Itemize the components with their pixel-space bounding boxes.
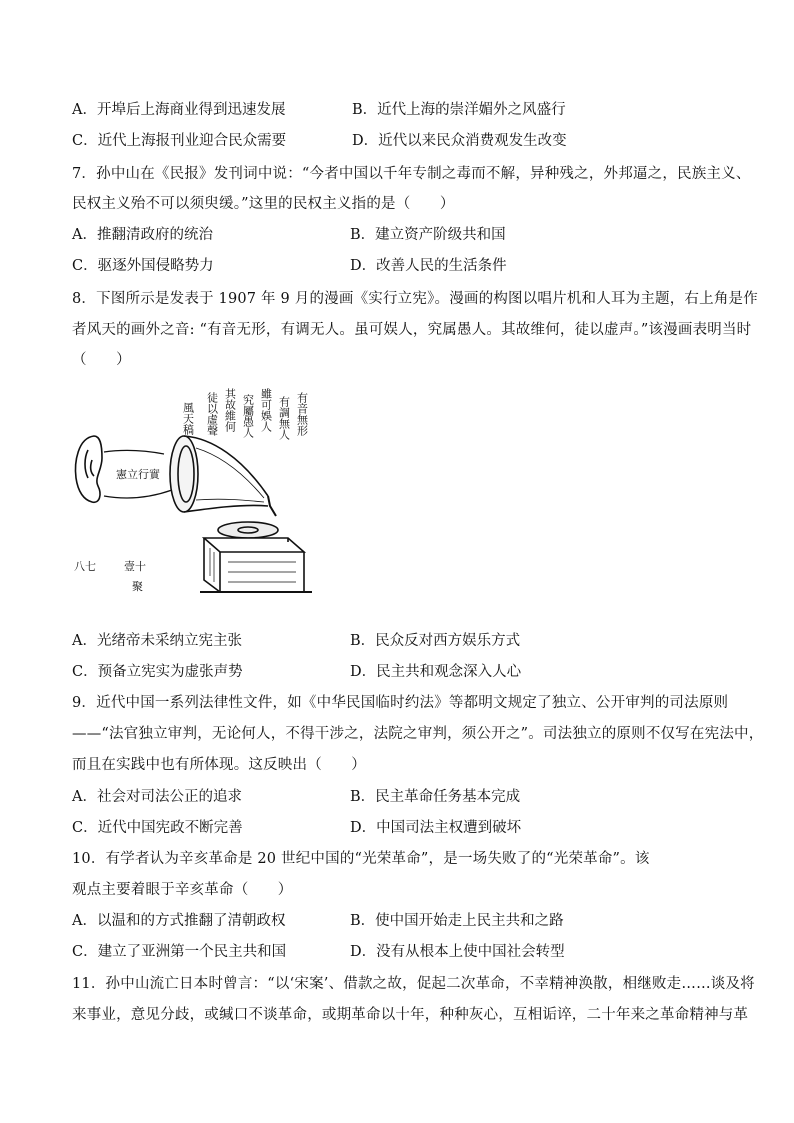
q10-option-a[interactable]: A．以温和的方式推翻了清朝政权	[72, 913, 286, 929]
q9-stem-line3: 而且在实践中也有所体现。这反映出（ ）	[72, 757, 366, 773]
q9-option-c[interactable]: C．近代中国宪政不断完善	[72, 820, 243, 836]
q9-stem-line2: ——“法官独立审判，无论何人，不得干涉之，法院之审判，须公开之”。司法独立的原则不仅写在宪法中，	[72, 726, 764, 742]
q8-option-d[interactable]: D．民主共和观念深入人心	[350, 664, 522, 680]
q10-stem-line1: 10．有学者认为辛亥革命是 20 世纪中国的“光荣革命”，是一场失败了的“光荣革命”。该	[72, 851, 650, 867]
cartoon-caption-col5: 其故維何	[223, 388, 237, 432]
cartoon-caption-col7: 風天稿	[181, 402, 195, 435]
q10-option-c[interactable]: C．建立了亚洲第一个民主共和国	[72, 944, 287, 960]
cartoon-horn-label: 憲立行實	[116, 468, 160, 481]
q11-stem-line2: 来事业，意见分歧，或缄口不谈革命，或期革命以十年，种种灰心，互相诟谇，二十年来之革命精神与革	[72, 1007, 749, 1023]
q7-option-c[interactable]: C．驱逐外国侵略势力	[72, 258, 214, 274]
q8-stem-line1: 8．下图所示是发表于 1907 年 9 月的漫画《实行立宪》。漫画的构图以唱片机和人耳为主题，右上角是作	[72, 291, 758, 307]
q8-option-b[interactable]: B．民众反对西方娱乐方式	[350, 633, 521, 649]
q6-option-d[interactable]: D．近代以来民众消费观发生改变	[352, 133, 567, 149]
cartoon-caption-col1: 有音無形	[295, 392, 309, 436]
q9-option-a[interactable]: A．社会对司法公正的追求	[72, 789, 242, 805]
q7-stem-line2: 民权主义殆不可以须臾缓。”这里的民权主义指的是（ ）	[72, 196, 455, 212]
q11-stem-line1: 11．孙中山流亡日本时曾言：“以‘宋案’、借款之故，促起二次革命，不幸精神涣散，相继败走……谈及将	[72, 976, 755, 992]
q7-option-d[interactable]: D．改善人民的生活条件	[350, 258, 507, 274]
cartoon-caption-col2: 有調無人	[277, 396, 291, 440]
q9-option-b[interactable]: B．民主革命任务基本完成	[350, 789, 521, 805]
ear-drawing	[76, 436, 102, 502]
q7-option-b[interactable]: B．建立资产阶级共和国	[350, 227, 506, 243]
cartoon-caption-col6: 徒以虛聲	[205, 392, 219, 436]
q6-option-c[interactable]: C．近代上海报刊业迎合民众需要	[72, 133, 287, 149]
q8-option-c[interactable]: C．预备立宪实为虚张声势	[72, 664, 243, 680]
q6-option-a[interactable]: A．开埠后上海商业得到迅速发展	[72, 102, 286, 118]
cartoon-side-label-left: 八七	[74, 560, 96, 573]
q10-stem-line2: 观点主要着眼于辛亥革命（ ）	[72, 882, 293, 898]
cartoon-side-label-mid: 聚	[132, 580, 143, 593]
q9-option-d[interactable]: D．中国司法主权遭到破坏	[350, 820, 522, 836]
cartoon-shixing-lixian	[72, 378, 328, 610]
q8-stem-line3: （ ）	[72, 352, 131, 368]
gramophone-horn	[170, 436, 276, 516]
q9-stem-line1: 9．近代中国一系列法律性文件，如《中华民国临时约法》等都明文规定了独立、公开审判的司法原则	[72, 695, 729, 711]
gramophone-box	[200, 522, 312, 592]
q10-option-b[interactable]: B．使中国开始走上民主共和之路	[350, 913, 564, 929]
q6-option-b[interactable]: B．近代上海的崇洋媚外之风盛行	[352, 102, 566, 118]
cartoon-caption-col4: 究屬愚人	[241, 394, 255, 438]
q7-stem-line1: 7．孙中山在《民报》发刊词中说：“今者中国以千年专制之毒而不解，异种残之，外邦逼之，民族主义、	[72, 166, 751, 182]
q8-stem-line2: 者风天的画外之音: “有音无形，有调无人。虽可娱人，究属愚人。其故维何，徒以虚声。”该漫画表明当时	[72, 322, 752, 338]
q7-option-a[interactable]: A．推翻清政府的统治	[72, 227, 213, 243]
cartoon-side-label-right: 壹十	[124, 560, 146, 573]
q10-option-d[interactable]: D．没有从根本上使中国社会转型	[350, 944, 565, 960]
q8-option-a[interactable]: A．光绪帝未采纳立宪主张	[72, 633, 242, 649]
cartoon-caption-col3: 雖可娛人	[259, 388, 273, 432]
